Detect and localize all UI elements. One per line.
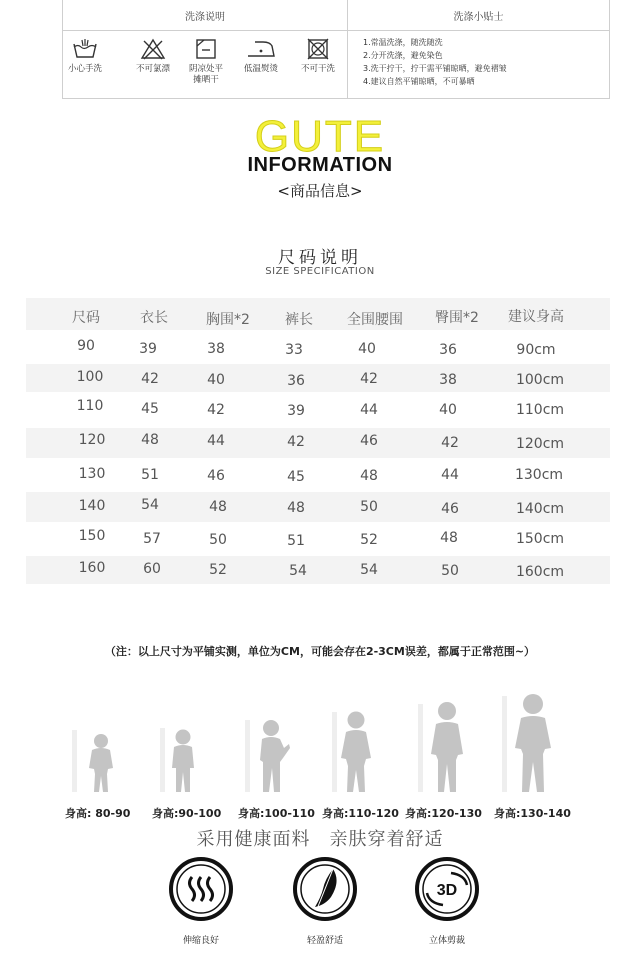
care-label: 阴凉处平 摊晒干 xyxy=(188,64,223,85)
table-cell: 45 xyxy=(141,401,159,417)
feature-label: 立体剪裁 xyxy=(428,936,465,946)
table-header-cell: 臀围*2 xyxy=(435,310,479,326)
table-cell: 48 xyxy=(287,500,305,516)
table-cell: 36 xyxy=(439,342,457,358)
height-ruler xyxy=(332,712,337,792)
table-cell: 42 xyxy=(441,435,459,451)
feature-label: 伸缩良好 xyxy=(182,936,219,946)
stretch-icon xyxy=(167,855,235,923)
table-cell: 38 xyxy=(207,341,225,357)
table-cell: 50 xyxy=(209,532,227,548)
care-label: 不可干洗 xyxy=(300,64,335,74)
table-cell: 42 xyxy=(207,402,225,418)
table-cell: 44 xyxy=(360,402,378,418)
size-spec-subtitle: SIZE SPECIFICATION xyxy=(265,266,375,277)
table-cell: 90cm xyxy=(516,342,556,358)
table-cell: 50 xyxy=(360,499,378,515)
table-cell: 110cm xyxy=(515,402,565,418)
table-cell: 130 xyxy=(78,466,106,482)
care-label: 小心手洗 xyxy=(67,64,102,74)
table-cell: 160cm xyxy=(515,564,565,580)
table-cell: 39 xyxy=(139,341,157,357)
height-ruler xyxy=(245,720,250,792)
table-cell: 46 xyxy=(207,468,225,484)
care-title-right: 洗涤小贴士 xyxy=(453,12,504,23)
table-cell: 46 xyxy=(441,501,459,517)
size-spec-title: 尺码说明 xyxy=(278,248,362,268)
table-cell: 40 xyxy=(207,372,225,388)
table-cell: 150 xyxy=(78,528,106,544)
table-header-cell: 衣长 xyxy=(140,310,168,326)
feature-stretch xyxy=(161,855,241,946)
table-cell: 48 xyxy=(440,530,458,546)
table-cell: 51 xyxy=(287,533,305,549)
care-label: 不可氯漂 xyxy=(135,64,170,74)
table-cell: 42 xyxy=(360,371,378,387)
height-label: 身高:120-130 xyxy=(405,807,482,820)
care-tip: 1.常温洗涤，随洗随洗 xyxy=(363,38,443,47)
table-cell: 40 xyxy=(358,341,376,357)
table-cell: 120 xyxy=(78,432,106,448)
table-cell: 48 xyxy=(209,499,227,515)
product-info-subtitle: <商品信息> xyxy=(277,182,363,200)
care-title-left: 洗涤说明 xyxy=(185,12,225,23)
table-cell: 38 xyxy=(439,372,457,388)
table-cell: 33 xyxy=(285,342,303,358)
child-silhouette-icon xyxy=(428,700,466,794)
table-header-cell: 胸围*2 xyxy=(206,312,250,328)
table-cell: 120cm xyxy=(515,436,565,452)
height-label: 身高: 80-90 xyxy=(65,807,131,820)
table-cell: 42 xyxy=(287,434,305,450)
height-ruler xyxy=(160,728,165,792)
lightweight-icon xyxy=(291,855,359,923)
table-cell: 100cm xyxy=(515,372,565,388)
table-cell: 50 xyxy=(441,563,459,579)
table-cell: 110 xyxy=(76,398,104,414)
table-cell: 52 xyxy=(209,562,227,578)
3d-label: 3D xyxy=(436,882,458,899)
height-label: 身高:130-140 xyxy=(494,807,571,820)
height-ruler xyxy=(72,730,77,792)
table-cell: 36 xyxy=(287,373,305,389)
information-title: INFORMATION xyxy=(247,154,393,176)
child-silhouette-icon xyxy=(338,710,374,794)
feature-label: 轻盈舒适 xyxy=(306,936,343,946)
table-header-cell: 裤长 xyxy=(285,312,313,328)
care-label: 低温熨烫 xyxy=(243,64,278,74)
height-ruler xyxy=(418,704,423,792)
table-cell: 44 xyxy=(207,433,225,449)
child-silhouette-icon xyxy=(256,718,290,794)
height-reference-figures xyxy=(0,690,640,800)
table-cell: 160 xyxy=(78,560,106,576)
feature-3d-cut xyxy=(407,855,487,946)
3d-cut-icon xyxy=(413,855,481,923)
table-cell: 54 xyxy=(141,497,159,513)
table-header-cell: 建议身高 xyxy=(508,309,564,325)
feature-lightweight xyxy=(285,855,365,946)
fabric-slogan: 采用健康面料 亲肤穿着舒适 xyxy=(196,829,444,850)
height-label: 身高:100-110 xyxy=(238,807,315,820)
table-cell: 150cm xyxy=(515,531,565,547)
table-cell: 51 xyxy=(141,467,159,483)
table-header-cell: 全围腰围 xyxy=(347,312,403,328)
table-cell: 140cm xyxy=(515,501,565,517)
table-cell: 48 xyxy=(141,432,159,448)
measurement-note: （注：以上尺寸为平铺实测，单位为CM，可能会存在2-3CM误差，都属于正常范围~） xyxy=(104,645,536,658)
table-cell: 60 xyxy=(143,561,161,577)
table-cell: 130cm xyxy=(514,467,564,483)
height-label: 身高:90-100 xyxy=(152,807,222,820)
child-silhouette-icon xyxy=(86,732,116,794)
child-silhouette-icon xyxy=(512,692,554,794)
table-cell: 54 xyxy=(289,563,307,579)
table-cell: 57 xyxy=(143,531,161,547)
height-label: 身高:110-120 xyxy=(322,807,399,820)
table-cell: 48 xyxy=(360,468,378,484)
table-cell: 46 xyxy=(360,433,378,449)
table-cell: 44 xyxy=(441,467,459,483)
table-header-cell: 尺码 xyxy=(72,310,100,326)
care-tip: 3.洗干拧干，拧干需平铺晾晒，避免褶皱 xyxy=(363,64,507,73)
child-silhouette-icon xyxy=(168,728,198,794)
height-ruler xyxy=(502,696,507,792)
table-cell: 90 xyxy=(77,338,95,354)
table-cell: 54 xyxy=(360,562,378,578)
table-cell: 39 xyxy=(287,403,305,419)
table-cell: 140 xyxy=(78,498,106,514)
table-cell: 52 xyxy=(360,532,378,548)
table-cell: 40 xyxy=(439,402,457,418)
brand-gute-title: GUTE xyxy=(254,112,386,161)
table-cell: 42 xyxy=(141,371,159,387)
table-cell: 45 xyxy=(287,469,305,485)
care-tip: 2.分开洗涤，避免染色 xyxy=(363,51,443,60)
care-tip: 4.建议自然平铺晾晒，不可暴晒 xyxy=(363,77,475,86)
table-cell: 100 xyxy=(76,369,104,385)
